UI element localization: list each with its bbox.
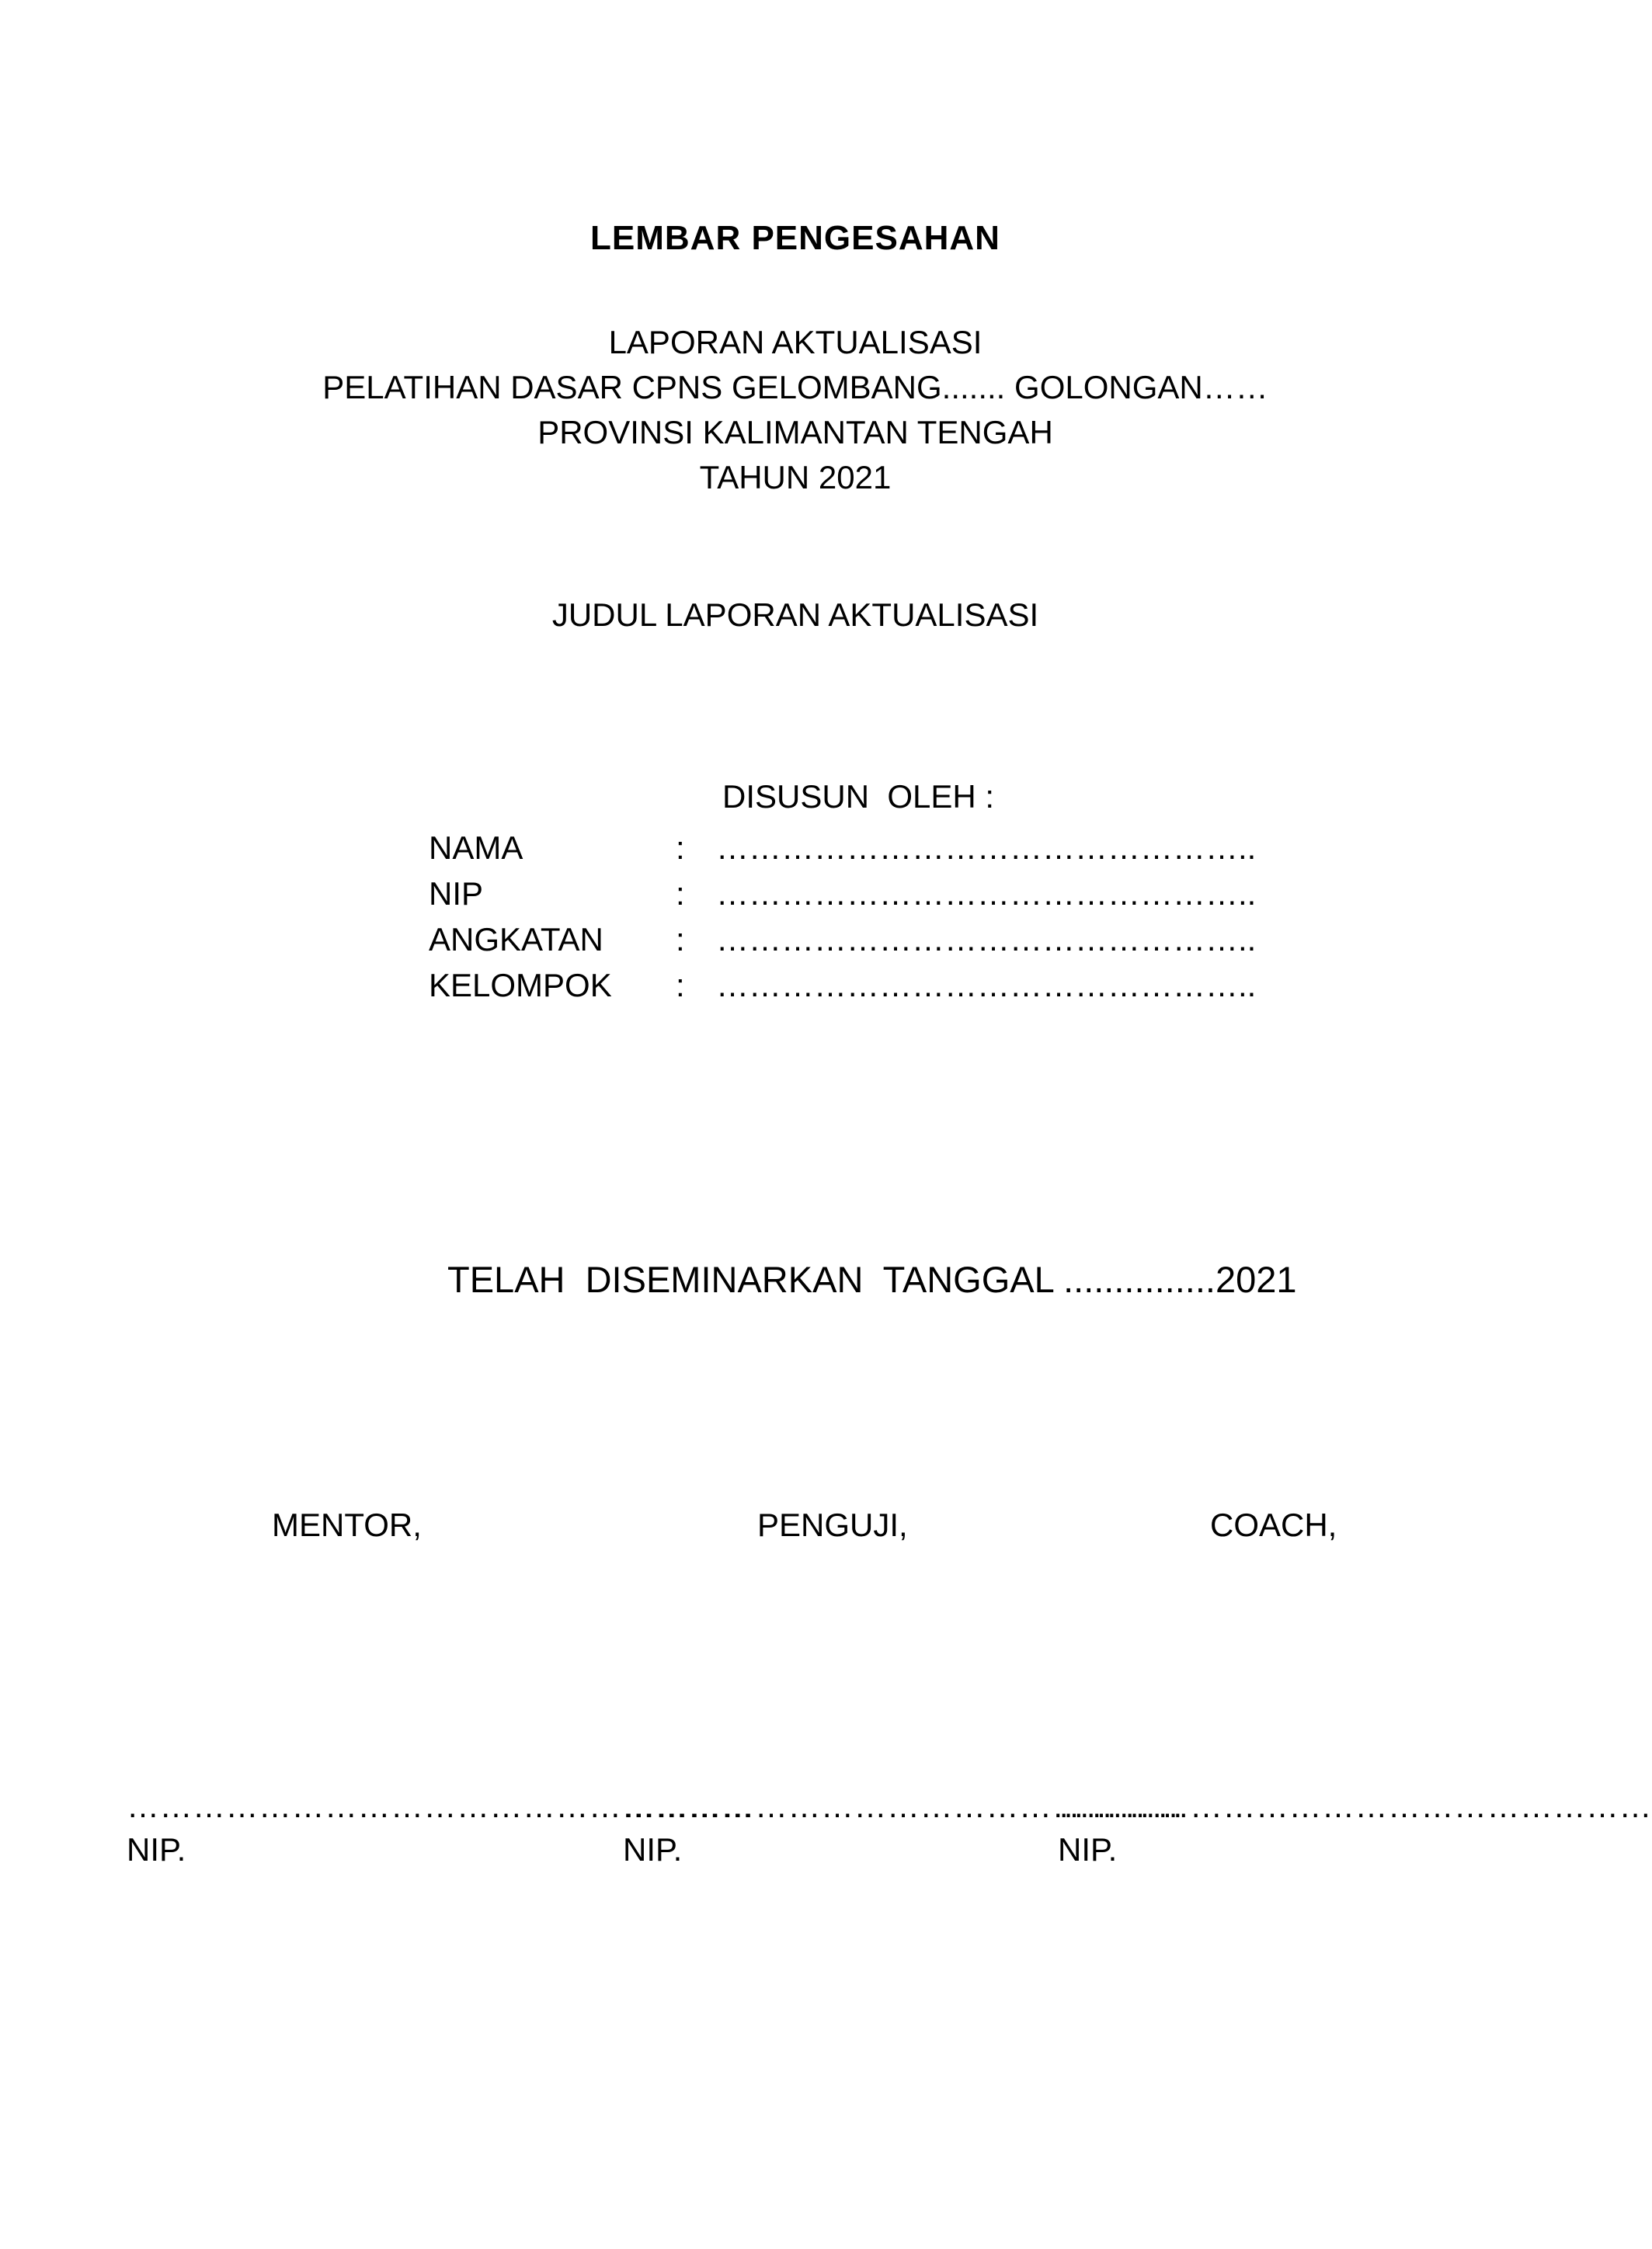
nip-label: NIP. <box>127 1831 186 1868</box>
identity-colon: : <box>676 967 685 1003</box>
subtitle-line: TAHUN 2021 <box>699 459 892 495</box>
signatory-role-penguji: PENGUJI, <box>757 1507 908 1543</box>
subtitle-line: PELATIHAN DASAR CPNS GELOMBANG....... GOLONGAN…… <box>322 369 1268 405</box>
identity-label: ANGKATAN <box>429 921 603 958</box>
identity-row-angkatan <box>429 916 1257 962</box>
identity-value: ………………………………………….. <box>716 967 1257 1003</box>
identity-value: ………………………………………….. <box>716 875 1257 912</box>
identity-value: ………………………………………….. <box>716 921 1257 958</box>
identity-colon: : <box>676 829 685 866</box>
signatory-role-mentor: MENTOR, <box>272 1507 422 1543</box>
page-title: LEMBAR PENGESAHAN <box>590 219 1000 257</box>
prepared-by-heading: DISUSUN OLEH : <box>722 778 995 815</box>
nip-label: NIP. <box>623 1831 683 1868</box>
signature-line: …………………………………………… <box>623 1788 1184 1824</box>
subtitle-line: LAPORAN AKTUALISASI <box>608 324 983 360</box>
identity-value: ………………………………………….. <box>716 829 1257 866</box>
identity-table <box>429 825 1257 1008</box>
identity-row-kelompok <box>429 962 1257 1008</box>
subtitle-line: PROVINSI KALIMANTAN TENGAH <box>537 414 1053 450</box>
identity-colon: : <box>676 921 685 958</box>
nip-label: NIP. <box>1058 1831 1118 1868</box>
identity-colon: : <box>676 875 685 912</box>
signature-line: ………………………………………………… <box>127 1788 754 1824</box>
identity-label: NIP <box>429 875 484 912</box>
identity-label: KELOMPOK <box>429 967 612 1003</box>
identity-row-nama <box>429 825 1257 871</box>
signature-line: ……………………………………………… <box>1058 1788 1652 1824</box>
signatory-role-coach: COACH, <box>1210 1507 1337 1543</box>
seminar-date-line: TELAH DISEMINARKAN TANGGAL ...............2021 <box>447 1259 1297 1300</box>
identity-row-nip <box>429 871 1257 916</box>
signature-block-coach <box>1058 1785 1652 1872</box>
subtitle-block <box>0 320 1591 500</box>
report-title: JUDUL LAPORAN AKTUALISASI <box>551 596 1039 633</box>
identity-label: NAMA <box>429 829 523 866</box>
